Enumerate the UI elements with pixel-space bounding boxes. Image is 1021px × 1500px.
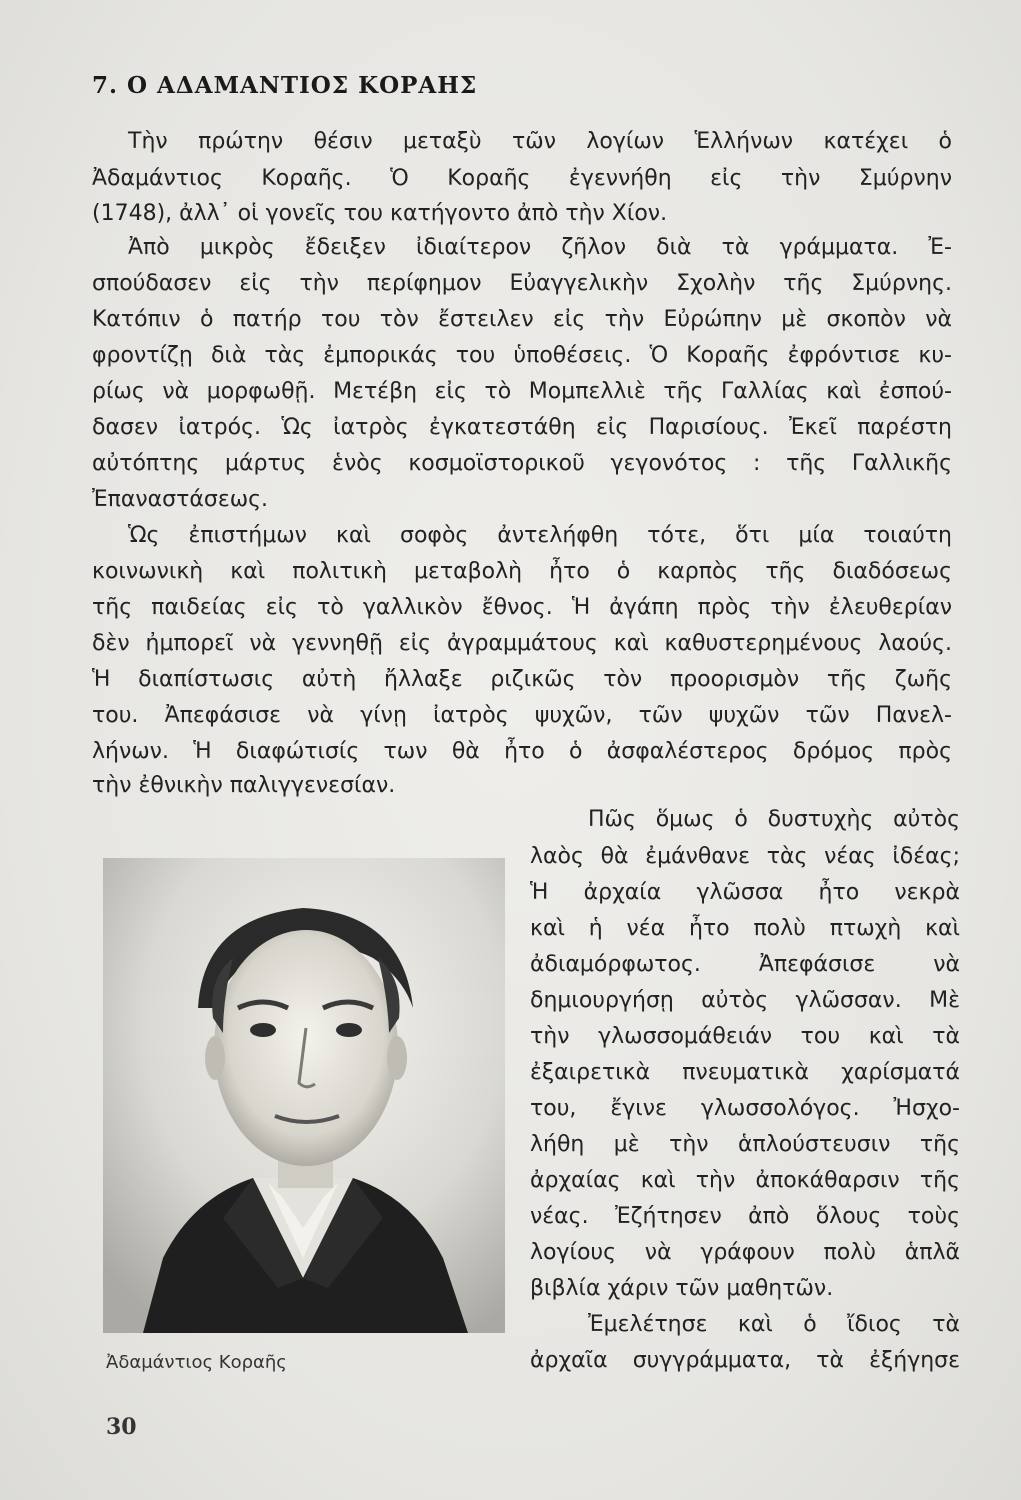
text-line: λήνων. Ἡ διαφώτισίς των θὰ ἦτο ὁ ἀσφαλέστερος δρόμος πρὸς xyxy=(92,739,952,764)
column-text-line: βιβλία χάριν τῶν μαθητῶν. xyxy=(530,1276,834,1301)
column-text-line: ἀδιαμόρφωτος. Ἀπεφάσισε νὰ xyxy=(530,952,960,977)
text-line: Ἐπαναστάσεως. xyxy=(92,487,269,512)
column-text-line: λήθη μὲ τὴν ἁπλούστευσιν τῆς xyxy=(530,1132,960,1157)
column-text-line: καὶ ἡ νέα ἦτο πολὺ πτωχὴ καὶ xyxy=(530,916,960,941)
column-text-line: ἀρχαῖα συγγράμματα, τὰ ἐξήγησε xyxy=(530,1348,960,1373)
text-line: Ἀδαμάντιος Κοραῆς. Ὁ Κοραῆς ἐγεννήθη εἰς τὴν Σμύρνην xyxy=(92,166,952,191)
chapter-heading: 7. Ο ΑΔΑΜΑΝΤΙΟΣ ΚΟΡΑΗΣ xyxy=(92,72,478,99)
text-line: φροντίζῃ διὰ τὰς ἐμπορικάς του ὑποθέσεις. Ὁ Κοραῆς ἐφρόντισε κυ- xyxy=(92,343,952,368)
column-text-line: τὴν γλωσσομάθειάν του καὶ τὰ xyxy=(530,1024,960,1049)
page-number: 30 xyxy=(106,1414,137,1440)
text-line: ρίως νὰ μορφωθῇ. Μετέβη εἰς τὸ Μομπελλιὲ τῆς Γαλλίας καὶ ἐσπού- xyxy=(92,379,952,404)
portrait-caption: Ἀδαμάντιος Κοραῆς xyxy=(106,1352,287,1373)
portrait-image xyxy=(103,858,505,1333)
text-line: τῆς παιδείας εἰς τὸ γαλλικὸν ἔθνος. Ἡ ἀγάπη πρὸς τὴν ἐλευθερίαν xyxy=(92,595,952,620)
text-line: Κατόπιν ὁ πατήρ του τὸν ἔστειλεν εἰς τὴν Εὐρώπην μὲ σκοπὸν νὰ xyxy=(92,307,952,332)
text-line: του. Ἀπεφάσισε νὰ γίνῃ ἰατρὸς ψυχῶν, τῶν ψυχῶν τῶν Πανελ- xyxy=(92,703,952,728)
text-line: αὐτόπτης μάρτυς ἑνὸς κοσμοϊστορικοῦ γεγονότος : τῆς Γαλλικῆς xyxy=(92,451,952,476)
column-text-line: νέας. Ἐζήτησεν ἀπὸ ὅλους τοὺς xyxy=(530,1204,960,1229)
column-text-line: λογίους νὰ γράφουν πολὺ ἁπλᾶ xyxy=(530,1240,960,1265)
column-text-line: δημιουργήσῃ αὐτὸς γλῶσσαν. Μὲ xyxy=(530,988,960,1013)
text-line: σπούδασεν εἰς τὴν περίφημον Εὐαγγελικὴν Σχολὴν τῆς Σμύρνης. xyxy=(92,271,952,296)
column-text-line: του, ἔγινε γλωσσολόγος. Ἠσχο- xyxy=(530,1096,960,1121)
column-text-line: ἐξαιρετικὰ πνευματικὰ χαρίσματά xyxy=(530,1060,960,1085)
column-text-line: ἀρχαίας καὶ τὴν ἀποκάθαρσιν τῆς xyxy=(530,1168,960,1193)
text-line: Τὴν πρώτην θέσιν μεταξὺ τῶν λογίων Ἑλλήνων κατέχει ὁ xyxy=(128,129,952,154)
text-line: Ἡ διαπίστωσις αὐτὴ ἤλλαξε ριζικῶς τὸν προορισμὸν τῆς ζωῆς xyxy=(92,667,952,692)
text-line: τὴν ἐθνικὴν παλιγγενεσίαν. xyxy=(92,773,396,798)
text-line: (1748), ἀλλ᾽ οἱ γονεῖς του κατήγοντο ἀπὸ τὴν Χίον. xyxy=(92,201,668,226)
text-line: Ἀπὸ μικρὸς ἔδειξεν ἰδιαίτερον ζῆλον διὰ τὰ γράμματα. Ἐ- xyxy=(128,235,952,260)
column-text-line: λαὸς θὰ ἐμάνθανε τὰς νέας ἰδέας; xyxy=(530,844,960,869)
text-line: δασεν ἰατρός. Ὡς ἰατρὸς ἐγκατεστάθη εἰς Παρισίους. Ἐκεῖ παρέστη xyxy=(92,415,952,440)
text-line: κοινωνικὴ καὶ πολιτικὴ μεταβολὴ ἦτο ὁ καρπὸς τῆς διαδόσεως xyxy=(92,559,952,584)
column-text-line: Πῶς ὅμως ὁ δυστυχὴς αὐτὸς xyxy=(588,807,960,832)
text-line: δὲν ἠμπορεῖ νὰ γεννηθῇ εἰς ἀγραμμάτους καὶ καθυστερημένους λαούς. xyxy=(92,631,952,656)
column-text-line: Ἐμελέτησε καὶ ὁ ἴδιος τὰ xyxy=(588,1312,960,1337)
text-line: Ὡς ἐπιστήμων καὶ σοφὸς ἀντελήφθη τότε, ὅτι μία τοιαύτη xyxy=(128,523,952,548)
column-text-line: Ἡ ἀρχαία γλῶσσα ἦτο νεκρὰ xyxy=(530,880,960,905)
